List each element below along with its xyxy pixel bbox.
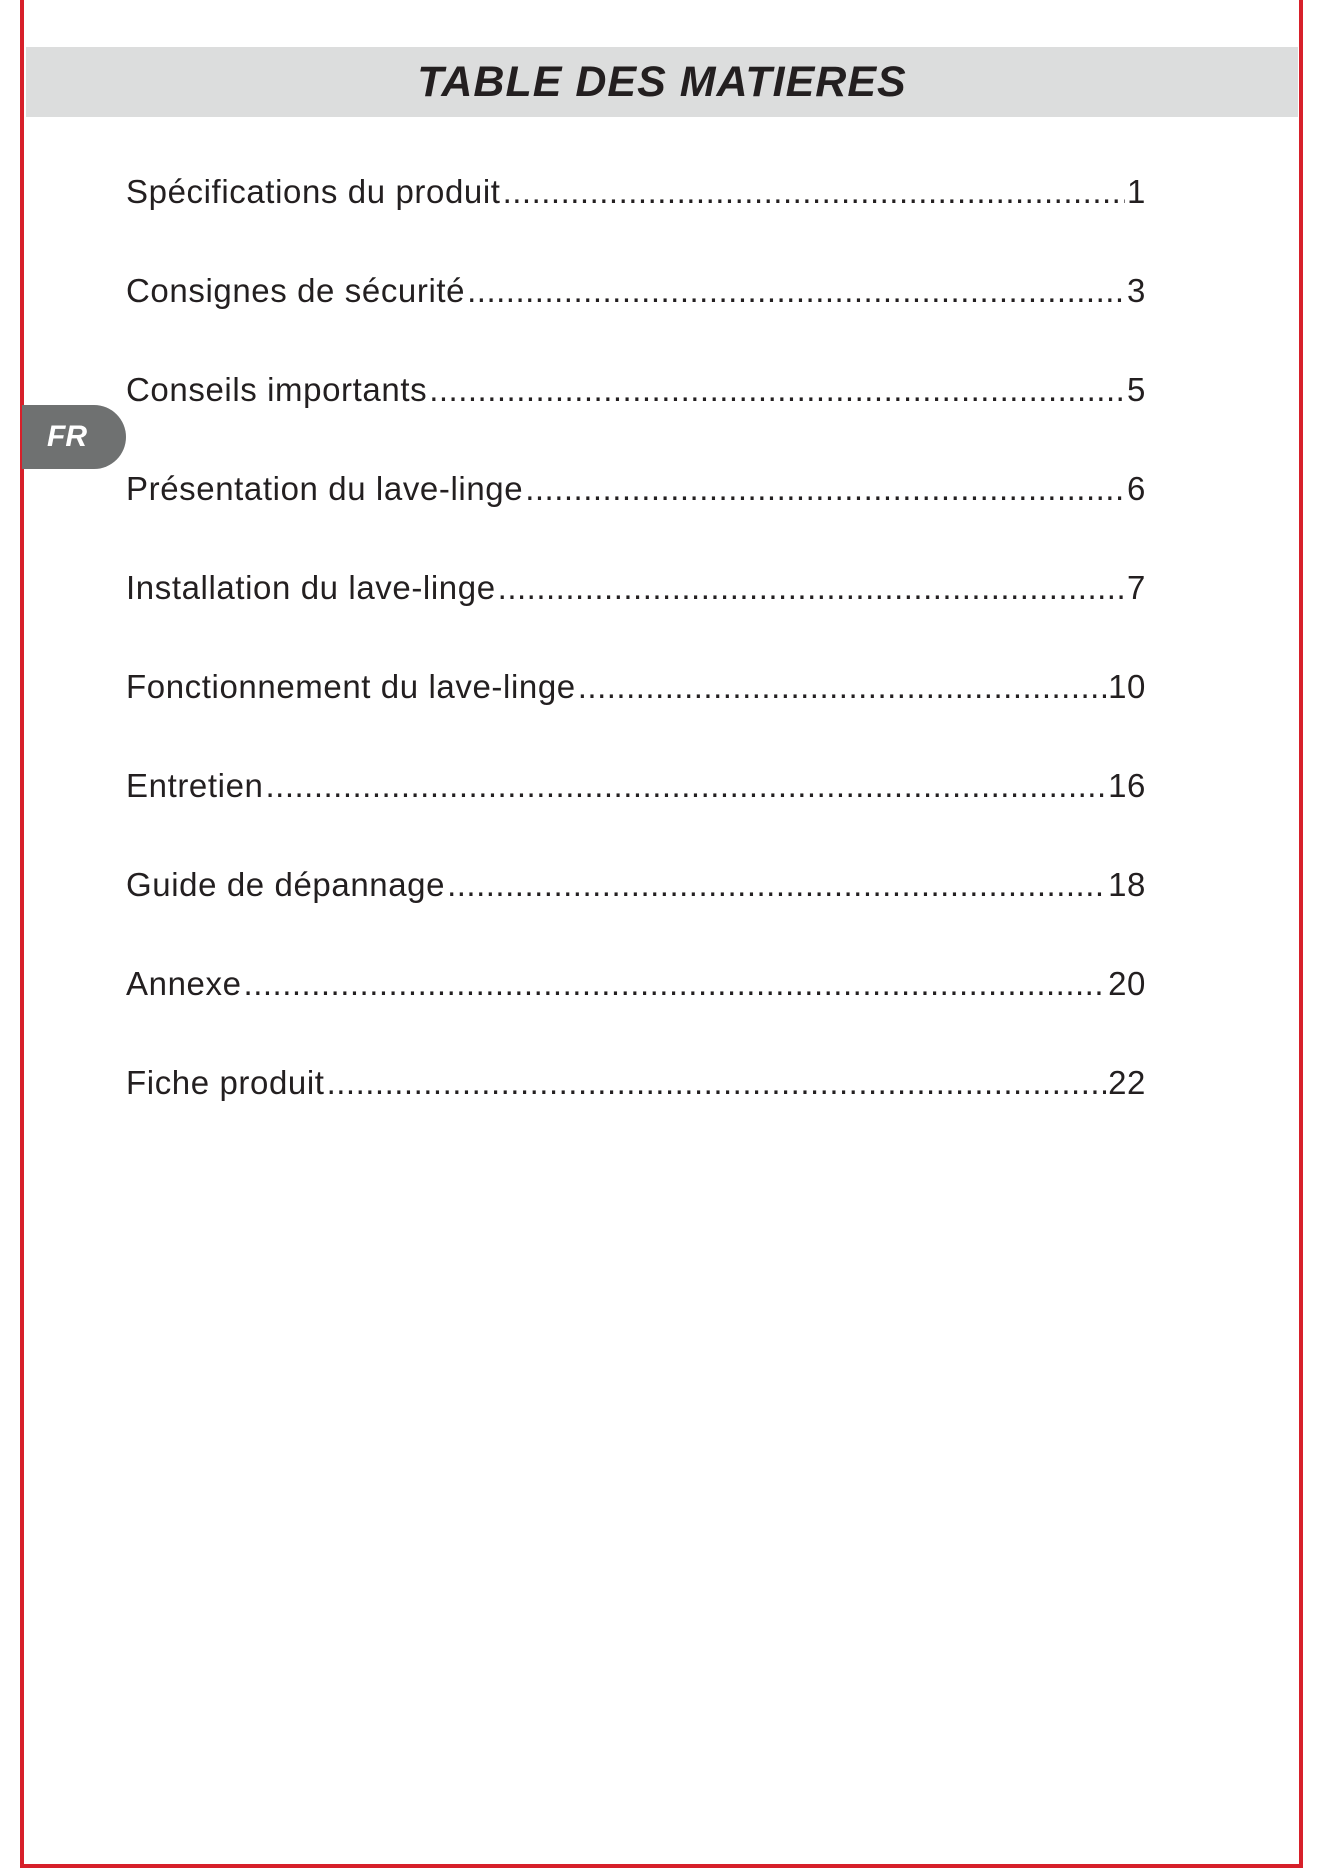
toc-dot-leader <box>503 164 1125 220</box>
toc-entry-title: Entretien <box>126 767 264 804</box>
toc-entry[interactable] <box>126 362 1146 461</box>
toc-entry-page: 22 <box>1108 1064 1146 1101</box>
toc-entry-title: Fiche produit <box>126 1064 325 1101</box>
toc-entry-page: 3 <box>1127 272 1146 309</box>
table-of-contents <box>126 164 1146 1154</box>
page-frame-bottom <box>20 1864 1303 1868</box>
toc-entry[interactable] <box>126 659 1146 758</box>
toc-entry-title: Fonctionnement du lave-linge <box>126 668 576 705</box>
toc-entry-page: 18 <box>1108 866 1146 903</box>
language-tab <box>22 405 126 469</box>
toc-dot-leader <box>447 857 1106 913</box>
toc-entry[interactable] <box>126 758 1146 857</box>
toc-dot-leader <box>525 461 1125 517</box>
toc-dot-leader <box>429 362 1125 418</box>
toc-entry-page: 5 <box>1127 371 1146 408</box>
toc-dot-leader <box>467 263 1125 319</box>
toc-entry-page: 10 <box>1108 668 1146 705</box>
toc-entry-page: 1 <box>1127 173 1146 210</box>
toc-entry-title: Spécifications du produit <box>126 173 501 210</box>
toc-entry-title: Installation du lave-linge <box>126 569 496 606</box>
title-bar <box>26 47 1298 117</box>
toc-entry[interactable] <box>126 164 1146 263</box>
toc-dot-leader <box>244 956 1107 1012</box>
toc-entry-title: Présentation du lave-linge <box>126 470 524 507</box>
toc-dot-leader <box>578 659 1106 715</box>
page-frame-left <box>20 0 24 1868</box>
toc-entry[interactable] <box>126 956 1146 1055</box>
toc-entry-title: Conseils importants <box>126 371 428 408</box>
language-tab-label: FR <box>47 420 87 453</box>
toc-entry[interactable] <box>126 461 1146 560</box>
toc-entry-title: Guide de dépannage <box>126 866 446 903</box>
toc-entry[interactable] <box>126 263 1146 362</box>
toc-entry-title: Annexe <box>126 965 242 1002</box>
toc-entry-page: 6 <box>1127 470 1146 507</box>
toc-entry-page: 16 <box>1108 767 1146 804</box>
page-title: TABLE DES MATIERES <box>417 57 907 106</box>
toc-entry[interactable] <box>126 560 1146 659</box>
toc-entry-page: 7 <box>1127 569 1146 606</box>
toc-dot-leader <box>265 758 1106 814</box>
toc-entry[interactable] <box>126 857 1146 956</box>
page-frame-right <box>1299 0 1303 1868</box>
toc-dot-leader <box>327 1055 1107 1111</box>
toc-entry-page: 20 <box>1108 965 1146 1002</box>
toc-entry-title: Consignes de sécurité <box>126 272 466 309</box>
toc-entry[interactable] <box>126 1055 1146 1154</box>
toc-dot-leader <box>498 560 1125 616</box>
